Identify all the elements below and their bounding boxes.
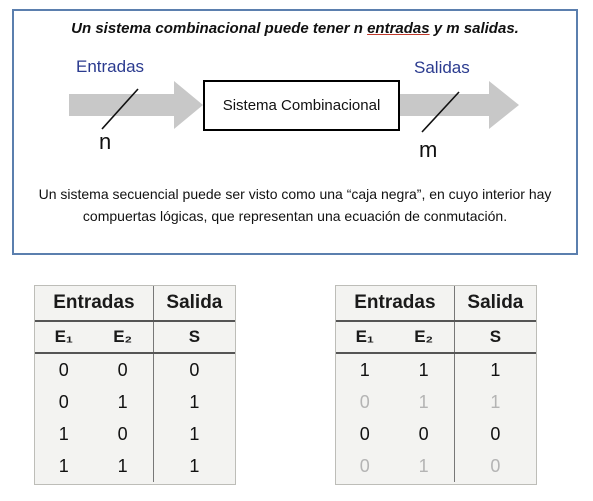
headline-text-1: Un sistema combinacional puede tener n: [71, 20, 368, 37]
cell-e2: 1: [418, 391, 429, 412]
cell-e1: 1: [359, 359, 370, 380]
inputs-label: Entradas: [76, 57, 145, 76]
header-inputs: Entradas: [53, 292, 135, 313]
cell-e2: 1: [117, 391, 128, 412]
output-count-label: m: [419, 137, 438, 162]
cell-e2: 1: [418, 359, 429, 380]
truth-table-2: [335, 285, 537, 485]
cell-e1: 0: [58, 359, 69, 380]
truth-table-1: [34, 285, 236, 485]
combinational-system-panel: [12, 9, 578, 255]
table-row: [336, 386, 536, 418]
description: [22, 183, 568, 227]
headline-text-3: y m salidas.: [429, 20, 519, 37]
output-arrow: [400, 81, 519, 129]
description-line-2: compuertas lógicas, que representan una ecuación de conmutación.: [82, 208, 508, 224]
col-e2: E₂: [93, 321, 154, 353]
header-output: Salida: [454, 286, 536, 321]
cell-e2: 0: [418, 423, 429, 444]
header-inputs: Entradas: [354, 292, 436, 313]
system-box-label: Sistema Combinacional: [222, 97, 381, 114]
table-row: [336, 450, 536, 482]
cell-e2: 0: [117, 359, 128, 380]
col-s: S: [153, 321, 235, 353]
input-count-label: n: [99, 129, 112, 154]
cell-s: 0: [454, 450, 536, 482]
cell-e1: 1: [58, 423, 69, 444]
cell-s: 1: [153, 418, 235, 450]
table-row: [336, 418, 536, 450]
table-row: [35, 386, 235, 418]
description-line-1: Un sistema secuencial puede ser visto como una “caja negra”, en cuyo interior hay: [38, 186, 552, 202]
col-e1: E₁: [35, 321, 93, 353]
cell-s: 1: [454, 353, 536, 386]
table-row: [35, 418, 235, 450]
cell-e1: 1: [58, 455, 69, 476]
cell-e2: 0: [117, 423, 128, 444]
cell-e2: 1: [418, 455, 429, 476]
cell-e1: 0: [58, 391, 69, 412]
cell-e2: 1: [117, 455, 128, 476]
col-s: S: [454, 321, 536, 353]
input-arrow: [69, 81, 203, 129]
table-row: [35, 450, 235, 482]
col-e1: E₁: [336, 321, 394, 353]
cell-e1: 0: [359, 391, 370, 412]
headline-text-2: entradas: [367, 20, 430, 37]
cell-s: 0: [153, 353, 235, 386]
cell-e1: 0: [359, 455, 370, 476]
outputs-label: Salidas: [414, 58, 470, 77]
cell-s: 1: [153, 386, 235, 418]
table-row: [35, 353, 235, 386]
system-box: [203, 80, 400, 131]
cell-s: 1: [454, 386, 536, 418]
cell-e1: 0: [359, 423, 370, 444]
cell-s: 1: [153, 450, 235, 482]
col-e2: E₂: [394, 321, 455, 353]
cell-s: 0: [454, 418, 536, 450]
table-row: [336, 353, 536, 386]
header-output: Salida: [153, 286, 235, 321]
